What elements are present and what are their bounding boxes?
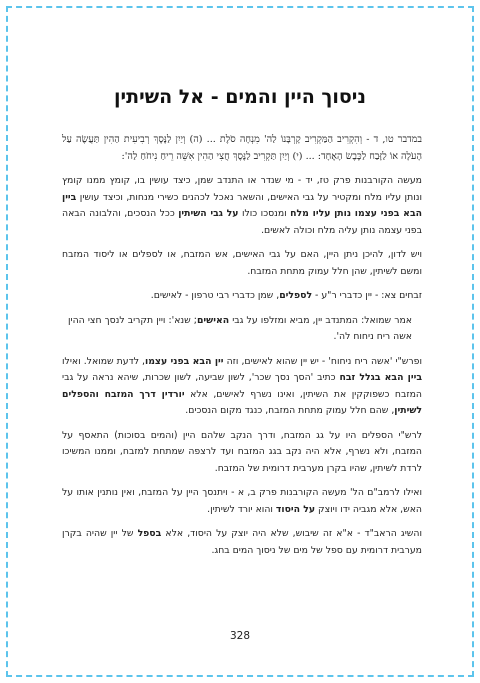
text-run: ; שנא': ויין תקריב לנסך חצי ההין אשה ריח ניחוח לה'. — [68, 314, 412, 342]
paragraph — [62, 313, 422, 346]
document-body — [62, 132, 422, 567]
text-run: , לדעת שמואל. ואילו — [62, 355, 146, 367]
bold-phrase: על גבי השיתין — [178, 208, 239, 219]
text-run: ומנסכו כולו — [238, 208, 291, 219]
bold-phrase: על היסוד — [275, 503, 316, 515]
bold-phrase: ביין הבא בגלל זבח — [339, 372, 422, 383]
bold-phrase: האישים — [196, 314, 230, 326]
bold-phrase: בספל — [137, 528, 162, 539]
text-run: של יין שהיה בקרן מערבית דרומית עם ספל של מים של ניסוך המים בחג. — [62, 528, 422, 556]
paragraph — [62, 288, 422, 305]
text-run: ואילו לרמב"ם הל' מעשה הקורבנות פרק ב, א - ויתנסך היין על המזבח, ואין נותנין אותו על האש, אלא מגביה ידו ויוצק — [62, 487, 422, 515]
text-run: אמר שמואל: המתנדב יין, מביא ומזלפו על גבי — [229, 314, 412, 326]
text-run: מעשה הקורבנות פרק טז, יד - מי שנדר או התנדב שמן, כיצד עושין בו, קומץ ממנו קומץ ונותן עליו מלח ומקטיר על גבי האישים, והשאר נאכל לכהנים כשירי מנחות, וכיצד עושין — [62, 175, 422, 203]
text-run: זבחים צא: - יין כדברי ר"ע - — [312, 290, 422, 301]
paragraph — [62, 428, 422, 478]
page-number: 328 — [229, 630, 251, 642]
text-run: ככל הנסכים, והלבונה הבאה בפני עצמה נותן עליה מלח וכולה לאשים. — [62, 208, 422, 236]
bold-phrase: יורדין דרך המזבח והספלים לשיתין — [62, 388, 422, 416]
paragraph — [62, 485, 422, 518]
text-run: במדבר טו, ד - וְהִקְרִיב הַמַּקְרִיב קָרְבָּנוֹ לַה' מִנְחָה סֹלֶת ... (ה) וְיַיִן לַנֶּסֶךְ רְבִיעִית הַהִין תַּעֲשֶׂה עַל הָעֹלָה אוֹ לַזָּבַח לַכֶּבֶשׂ הָאֶחָד: ... (י) וְיַיִן תַּקְרִיב לַנֶּסֶךְ חֲצִי הַהִין אִשֵּׁה רֵיחַ נִיחֹחַ לַה': — [62, 134, 422, 162]
text-run: והשיג הראב"ד - א"א זה שיבוש, שלא היה יוצק על היסוד, אלא — [161, 528, 423, 539]
bold-phrase: ביין הבא בפני עצמו נותן עליו מלח — [62, 191, 422, 219]
bold-phrase: לספלים — [279, 290, 313, 301]
text-run: , שמן כדברי רבי טרפון - לאישים. — [150, 290, 280, 301]
paragraph — [62, 173, 422, 239]
text-run: לרש"י הספלים היו על גג המזבח, ודרך הנקב שלהם היין (והמים בסוכות) התאסף על המזבח, ולא נשרף, אלא היה נקב בגג המזבח ועד לרצפה שמתחת למזבח, וממנו המשיכו לרדת לשיתין, שהיו בקרן מערבית דרומית של המזבח. — [62, 429, 422, 474]
text-run: , שהם חלל עמוק מתחת המזבח, כנגד מקום הנסכים. — [185, 405, 395, 416]
bold-phrase: יין הבא בפני עצמו — [145, 355, 224, 367]
page-title: ניסוך היין והמים - אל השיתין — [114, 86, 366, 108]
text-run: כתיב 'הסך נסך שכר', לשון שביעה, לשון שכרות, שיהא נראה על גבי המזבח כשפוקקין את השיתין, ואינו נשרף לאישים, אלא — [62, 372, 422, 400]
paragraph — [62, 247, 422, 280]
paragraph — [62, 526, 422, 559]
paragraph — [62, 132, 422, 165]
paragraph — [62, 354, 422, 420]
text-run: ויש לדון, להיכן ניתן היין, האם על גבי האישים, אש המזבח, או לספלים או ליסוד המזבח ומשם לשיתין, שהן חלל עמוק מתחת המזבח. — [62, 249, 422, 277]
text-run: ופרש"י 'אשה ריח ניחוח' - יש יין שהוא לאישים, וזה — [223, 355, 422, 367]
text-run: והוא יורד לשיתין. — [207, 503, 276, 515]
